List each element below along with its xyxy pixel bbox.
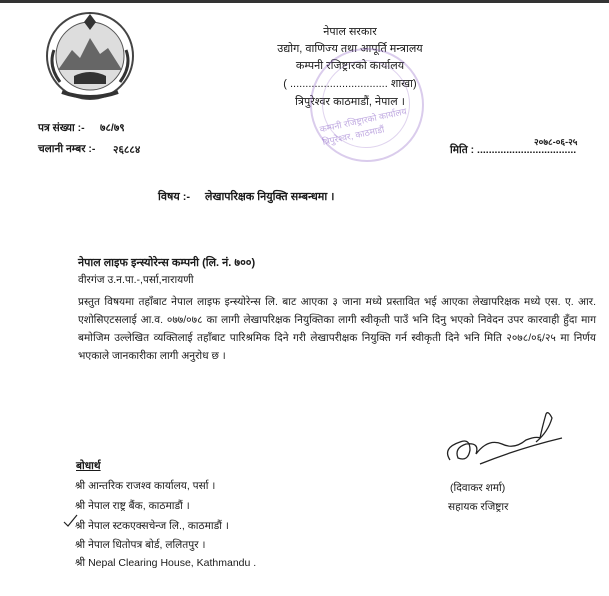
recipient-name: नेपाल लाइफ इन्स्योरेन्स कम्पनी (लि. नं. ७००) — [78, 257, 256, 269]
stamp-text: कम्पनी रजिष्ट्रारको कार्यालय त्रिपुरेश्वर, काठमाडौं — [318, 106, 408, 148]
recipient-address: वीरगंज उ.न.पा.-,पर्सा,नारायणी — [78, 274, 194, 286]
date-value: २०७८-०६-२५ — [534, 137, 578, 147]
cc-item: श्री आन्तरिक राजश्व कार्यालय, पर्सा । — [75, 480, 216, 492]
ministry-title: उद्योग, वाणिज्य तथा आपूर्ति मन्त्रालय — [277, 43, 423, 55]
letter-no-label: पत्र संख्या :- — [38, 122, 85, 134]
signatory-name: (दिवाकर शर्मा) — [450, 482, 506, 494]
office-title: कम्पनी रजिष्ट्रारको कार्यालय — [295, 60, 405, 72]
cc-item: श्री Nepal Clearing House, Kathmandu . — [75, 557, 257, 569]
cc-item: श्री नेपाल स्टकएक्सचेन्ज लि., काठमाडौं । — [75, 520, 229, 532]
dispatch-no: २६८८४ — [113, 144, 141, 156]
cc-label: बोधार्थ — [76, 460, 101, 472]
signatory-title: सहायक रजिष्ट्रार — [448, 501, 509, 513]
office-address: त्रिपुरेश्वर काठमाडौं, नेपाल । — [295, 96, 405, 108]
cc-item: श्री नेपाल राष्ट्र बैंक, काठमाडौं । — [75, 500, 190, 512]
letter-no: ७८/७९ — [100, 122, 125, 134]
government-title: नेपाल सरकार — [323, 26, 377, 38]
subject-text: लेखापरिक्षक नियुक्ति सम्बन्धमा । — [205, 191, 335, 203]
date-label: मिति : .................................. — [450, 144, 577, 156]
subject-label: विषय :- — [158, 191, 191, 203]
top-border — [0, 0, 609, 3]
nepal-emblem-icon — [44, 10, 136, 102]
dispatch-no-label: चलानी नम्बर :- — [38, 143, 96, 155]
cc-item: श्री नेपाल धितोपत्र बोर्ड, ललितपुर । — [75, 539, 206, 551]
letter-body: प्रस्तुत विषयमा तहाँबाट नेपाल लाइफ इन्स्योरेन्स लि. बाट आएका ३ जाना मध्ये प्रस्तावित भई आएका लेखापरिक्षक मध्ये एस. ए. आर. एशोसिएटसलाई आ.व. ०७७/०७८ का लागी लेखापरिक्षक नियुक्तिका लागी स्वीकृती पाउँ भनि दिनु भएको निवेदन उपर कारवाही हुँदा माग बमोजिम उल्लेखित व्यक्तिलाई तहाँबाट पारिश्रमिक दिने गरी लेखापरीक्षक नियुक्ति गर्न स्वीकृती दिने भनि मिति २०७८/०६/२५ मा निर्णय भएकाले जानकारीका लागी अनुरोध छ । — [78, 296, 596, 362]
signature-icon — [440, 408, 565, 470]
branch-line: ( ................................ शाखा) — [283, 78, 417, 90]
